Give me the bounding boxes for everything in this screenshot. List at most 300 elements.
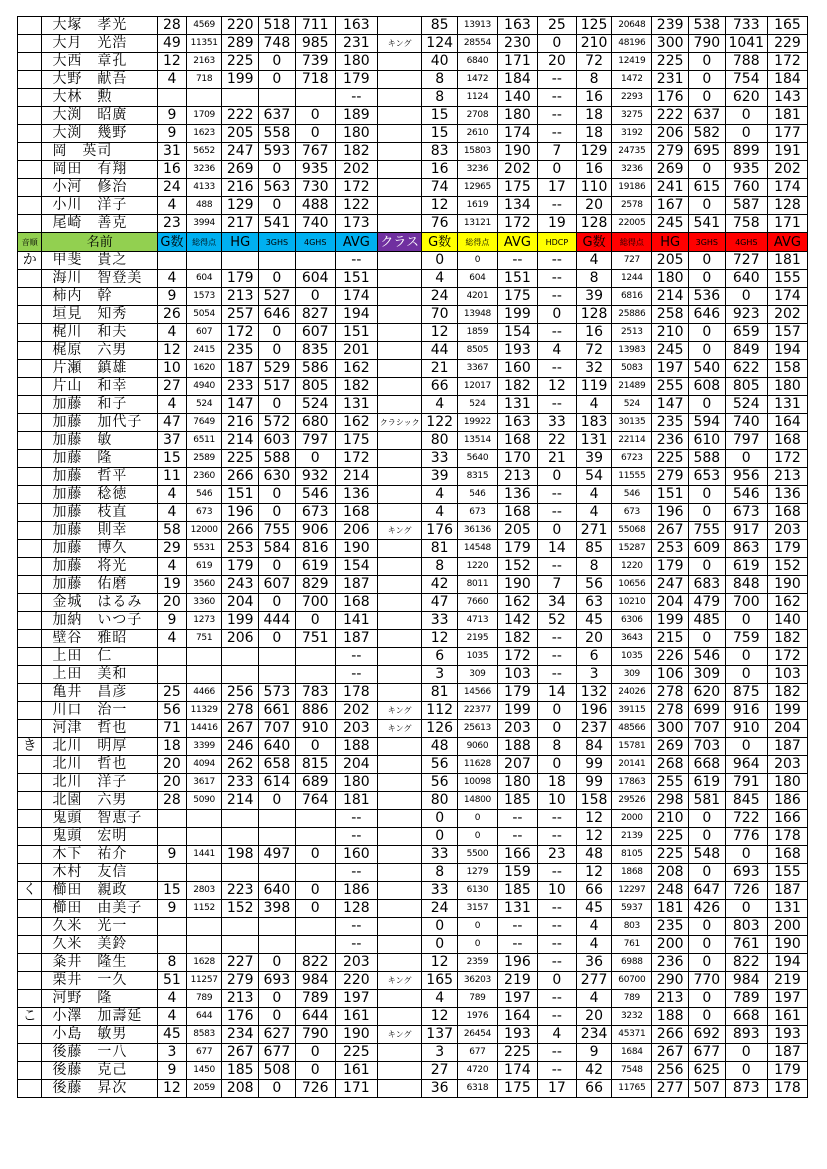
value-cell: 497 xyxy=(259,846,296,864)
initial-cell xyxy=(18,540,42,558)
value-cell: 66 xyxy=(576,1080,612,1098)
value-cell: 74 xyxy=(422,179,458,197)
value-cell: 398 xyxy=(259,900,296,918)
value-cell: 9 xyxy=(157,612,186,630)
table-row xyxy=(18,1008,808,1026)
value-cell: 610 xyxy=(689,432,726,450)
value-cell: 849 xyxy=(725,342,767,360)
value-cell: 12017 xyxy=(457,378,497,396)
value-cell: 231 xyxy=(652,71,689,89)
value-cell: 527 xyxy=(259,288,296,306)
value-cell: 9 xyxy=(157,846,186,864)
value-cell xyxy=(157,666,186,684)
value-cell: 7 xyxy=(537,143,576,161)
value-cell: 25 xyxy=(157,684,186,702)
value-cell: 546 xyxy=(457,486,497,504)
value-cell: 1124 xyxy=(457,89,497,107)
value-cell: 4 xyxy=(576,504,612,522)
value-cell: 279 xyxy=(652,468,689,486)
value-cell: 12297 xyxy=(612,882,652,900)
initial-cell xyxy=(18,810,42,828)
value-cell: 48196 xyxy=(612,35,652,53)
value-cell: 196 xyxy=(222,504,259,522)
value-cell: 848 xyxy=(725,576,767,594)
value-cell: 174 xyxy=(767,288,807,306)
value-cell: 171 xyxy=(335,1080,377,1098)
value-cell: 188 xyxy=(335,738,377,756)
value-cell: 1441 xyxy=(186,846,222,864)
initial-cell xyxy=(18,360,42,378)
value-cell: 309 xyxy=(457,666,497,684)
value-cell xyxy=(377,864,421,882)
value-cell: 226 xyxy=(652,648,689,666)
value-cell: 245 xyxy=(652,342,689,360)
initial-cell xyxy=(18,504,42,522)
value-cell: 14566 xyxy=(457,684,497,702)
header-3ghs-3: 3GHS xyxy=(689,233,726,252)
value-cell: 3 xyxy=(157,1044,186,1062)
value-cell: 0 xyxy=(295,738,335,756)
value-cell: 196 xyxy=(497,954,537,972)
value-cell: 193 xyxy=(497,342,537,360)
value-cell: 0 xyxy=(537,756,576,774)
value-cell: 266 xyxy=(652,1026,689,1044)
value-cell xyxy=(377,1044,421,1062)
value-cell: 0 xyxy=(689,71,726,89)
table-row xyxy=(18,1026,808,1044)
value-cell: 20 xyxy=(576,197,612,215)
value-cell: 0 xyxy=(725,107,767,125)
value-cell: 10 xyxy=(157,360,186,378)
value-cell: 5937 xyxy=(612,900,652,918)
value-cell xyxy=(377,468,421,486)
value-cell: 19922 xyxy=(457,414,497,432)
value-cell: 137 xyxy=(422,1026,458,1044)
value-cell: 235 xyxy=(652,918,689,936)
value-cell: 770 xyxy=(689,972,726,990)
value-cell: 151 xyxy=(652,486,689,504)
value-cell: 168 xyxy=(497,504,537,522)
value-cell: 2195 xyxy=(457,630,497,648)
value-cell: 699 xyxy=(689,702,726,720)
value-cell: 182 xyxy=(335,378,377,396)
value-cell: 546 xyxy=(689,648,726,666)
value-cell: 4 xyxy=(576,990,612,1008)
value-cell xyxy=(186,828,222,846)
value-cell: 204 xyxy=(222,594,259,612)
value-cell: 0 xyxy=(295,288,335,306)
value-cell: 573 xyxy=(259,684,296,702)
value-cell: 162 xyxy=(767,594,807,612)
value-cell: 4 xyxy=(576,936,612,954)
value-cell: 640 xyxy=(259,882,296,900)
value-cell: 0 xyxy=(259,990,296,1008)
value-cell: 739 xyxy=(295,53,335,71)
value-cell: 180 xyxy=(767,774,807,792)
value-cell: 190 xyxy=(767,936,807,954)
value-cell: 11555 xyxy=(612,468,652,486)
value-cell: 225 xyxy=(335,1044,377,1062)
value-cell: -- xyxy=(537,486,576,504)
value-cell: 15 xyxy=(422,125,458,143)
header-initial: 音順 xyxy=(18,233,42,252)
value-cell: 588 xyxy=(689,450,726,468)
value-cell: 20 xyxy=(157,756,186,774)
value-cell: 789 xyxy=(612,990,652,1008)
value-cell: 0 xyxy=(259,197,296,215)
value-cell: 155 xyxy=(767,270,807,288)
value-cell: 178 xyxy=(767,1080,807,1098)
value-cell: 247 xyxy=(222,143,259,161)
value-cell: 179 xyxy=(497,540,537,558)
value-cell: 4 xyxy=(576,918,612,936)
value-cell: 761 xyxy=(725,936,767,954)
value-cell: -- xyxy=(335,252,377,270)
value-cell: 278 xyxy=(222,702,259,720)
value-cell: 0 xyxy=(537,306,576,324)
header-hg-3: HG xyxy=(652,233,689,252)
value-cell xyxy=(259,252,296,270)
value-cell xyxy=(259,810,296,828)
value-cell: 538 xyxy=(689,17,726,35)
value-cell: 143 xyxy=(767,89,807,107)
value-cell: 0 xyxy=(457,936,497,954)
value-cell: -- xyxy=(537,648,576,666)
value-cell: 740 xyxy=(725,414,767,432)
value-cell: 51 xyxy=(157,972,186,990)
value-cell: 607 xyxy=(186,324,222,342)
value-cell: 158 xyxy=(576,792,612,810)
table-row xyxy=(18,270,808,288)
name-cell: 尾崎 善克 xyxy=(42,215,158,233)
name-cell: 木村 友信 xyxy=(42,864,158,882)
value-cell: 783 xyxy=(295,684,335,702)
value-cell xyxy=(377,504,421,522)
name-cell: 梶原 六男 xyxy=(42,342,158,360)
value-cell: 984 xyxy=(295,972,335,990)
value-cell: 20141 xyxy=(612,756,652,774)
value-cell: 677 xyxy=(186,1044,222,1062)
value-cell: 1279 xyxy=(457,864,497,882)
value-cell: 12 xyxy=(576,810,612,828)
value-cell: 0 xyxy=(689,504,726,522)
value-cell: 1976 xyxy=(457,1008,497,1026)
initial-cell xyxy=(18,864,42,882)
initial-cell xyxy=(18,990,42,1008)
value-cell: 0 xyxy=(422,810,458,828)
value-cell: 620 xyxy=(725,89,767,107)
value-cell: 488 xyxy=(295,197,335,215)
value-cell: 171 xyxy=(497,53,537,71)
value-cell: 540 xyxy=(689,360,726,378)
value-cell: 13514 xyxy=(457,432,497,450)
value-cell: 910 xyxy=(295,720,335,738)
value-cell: 20648 xyxy=(612,17,652,35)
value-cell: 181 xyxy=(767,252,807,270)
initial-cell xyxy=(18,576,42,594)
table-row xyxy=(18,396,808,414)
name-cell: 粂井 隆生 xyxy=(42,954,158,972)
value-cell: 141 xyxy=(335,612,377,630)
value-cell: 183 xyxy=(576,414,612,432)
value-cell: 56 xyxy=(157,702,186,720)
value-cell: 789 xyxy=(725,990,767,1008)
value-cell: 935 xyxy=(725,161,767,179)
value-cell: 180 xyxy=(652,270,689,288)
table-row xyxy=(18,828,808,846)
header-hdcp: HDCP xyxy=(537,233,576,252)
value-cell: 28554 xyxy=(457,35,497,53)
value-cell: 48 xyxy=(422,738,458,756)
value-cell: 20 xyxy=(537,53,576,71)
name-cell: 川口 治一 xyxy=(42,702,158,720)
value-cell xyxy=(377,882,421,900)
name-cell: 北川 明厚 xyxy=(42,738,158,756)
value-cell: 11628 xyxy=(457,756,497,774)
table-row xyxy=(18,143,808,161)
value-cell: 0 xyxy=(537,468,576,486)
value-cell: 2708 xyxy=(457,107,497,125)
value-cell: 290 xyxy=(652,972,689,990)
value-cell: 230 xyxy=(497,35,537,53)
initial-cell xyxy=(18,450,42,468)
value-cell: 1859 xyxy=(457,324,497,342)
value-cell: 269 xyxy=(652,738,689,756)
value-cell xyxy=(377,810,421,828)
value-cell: 8505 xyxy=(457,342,497,360)
value-cell: 36203 xyxy=(457,972,497,990)
initial-cell: く xyxy=(18,882,42,900)
value-cell xyxy=(222,666,259,684)
value-cell xyxy=(295,648,335,666)
value-cell: 604 xyxy=(295,270,335,288)
name-cell: 小河 修治 xyxy=(42,179,158,197)
value-cell: 5090 xyxy=(186,792,222,810)
value-cell: 10656 xyxy=(612,576,652,594)
value-cell: 33 xyxy=(422,846,458,864)
value-cell: 128 xyxy=(767,197,807,215)
header-games-2: G数 xyxy=(422,233,458,252)
value-cell: 158 xyxy=(767,360,807,378)
value-cell: 693 xyxy=(725,864,767,882)
value-cell: 790 xyxy=(295,1026,335,1044)
value-cell: 760 xyxy=(725,179,767,197)
table-row xyxy=(18,594,808,612)
value-cell: 12419 xyxy=(612,53,652,71)
value-cell: 179 xyxy=(222,558,259,576)
value-cell: 172 xyxy=(767,450,807,468)
value-cell xyxy=(259,828,296,846)
value-cell: 136 xyxy=(497,486,537,504)
value-cell: 223 xyxy=(222,882,259,900)
value-cell xyxy=(186,810,222,828)
value-cell: 689 xyxy=(295,774,335,792)
value-cell: 479 xyxy=(689,594,726,612)
value-cell: 131 xyxy=(497,900,537,918)
value-cell: 172 xyxy=(767,53,807,71)
name-cell: 加藤 敏 xyxy=(42,432,158,450)
value-cell: 188 xyxy=(652,1008,689,1026)
value-cell: 3 xyxy=(422,666,458,684)
value-cell: 99 xyxy=(576,756,612,774)
value-cell: 4 xyxy=(157,1008,186,1026)
value-cell: -- xyxy=(537,107,576,125)
value-cell: 194 xyxy=(767,342,807,360)
table-row xyxy=(18,612,808,630)
value-cell: 220 xyxy=(335,972,377,990)
value-cell: -- xyxy=(537,990,576,1008)
value-cell: キング xyxy=(377,522,421,540)
value-cell: 23 xyxy=(157,215,186,233)
value-cell: 277 xyxy=(652,1080,689,1098)
table-row xyxy=(18,360,808,378)
value-cell: 593 xyxy=(259,143,296,161)
value-cell: 726 xyxy=(725,882,767,900)
header-avg-3: AVG xyxy=(767,233,807,252)
value-cell: -- xyxy=(537,360,576,378)
value-cell xyxy=(377,1080,421,1098)
value-cell: 16 xyxy=(576,161,612,179)
value-cell xyxy=(377,1062,421,1080)
value-cell: 45371 xyxy=(612,1026,652,1044)
value-cell: 1709 xyxy=(186,107,222,125)
value-cell: 179 xyxy=(335,71,377,89)
value-cell: 256 xyxy=(222,684,259,702)
value-cell: 27 xyxy=(157,378,186,396)
value-cell xyxy=(377,738,421,756)
table-row xyxy=(18,215,808,233)
value-cell: 707 xyxy=(259,720,296,738)
value-cell xyxy=(377,396,421,414)
value-cell: 582 xyxy=(689,125,726,143)
value-cell: 309 xyxy=(689,666,726,684)
value-cell: 267 xyxy=(222,1044,259,1062)
value-cell xyxy=(222,828,259,846)
value-cell: 203 xyxy=(497,720,537,738)
value-cell: 194 xyxy=(335,306,377,324)
value-cell: 187 xyxy=(767,882,807,900)
value-cell: 604 xyxy=(186,270,222,288)
value-cell: 4201 xyxy=(457,288,497,306)
value-cell: 30135 xyxy=(612,414,652,432)
value-cell: 198 xyxy=(222,846,259,864)
value-cell: 0 xyxy=(689,342,726,360)
score-sheet xyxy=(17,16,808,1098)
header-hg-1: HG xyxy=(222,233,259,252)
table-row xyxy=(18,1080,808,1098)
value-cell xyxy=(377,990,421,1008)
value-cell: 180 xyxy=(335,125,377,143)
value-cell: 8583 xyxy=(186,1026,222,1044)
initial-cell: か xyxy=(18,252,42,270)
table-row xyxy=(18,1062,808,1080)
value-cell xyxy=(295,666,335,684)
value-cell: -- xyxy=(335,666,377,684)
value-cell: 168 xyxy=(335,594,377,612)
value-cell: 15803 xyxy=(457,143,497,161)
value-cell: 4466 xyxy=(186,684,222,702)
value-cell: 646 xyxy=(689,306,726,324)
value-cell: 27 xyxy=(422,1062,458,1080)
value-cell: 3994 xyxy=(186,215,222,233)
value-cell xyxy=(377,306,421,324)
table-row xyxy=(18,702,808,720)
value-cell: 524 xyxy=(725,396,767,414)
value-cell: 279 xyxy=(652,143,689,161)
initial-cell xyxy=(18,35,42,53)
name-cell: 櫛田 由美子 xyxy=(42,900,158,918)
value-cell: 581 xyxy=(689,792,726,810)
value-cell: 6840 xyxy=(457,53,497,71)
value-cell: 234 xyxy=(576,1026,612,1044)
value-cell: 727 xyxy=(612,252,652,270)
value-cell: 14548 xyxy=(457,540,497,558)
value-cell: 3157 xyxy=(457,900,497,918)
name-cell: 梶川 和夫 xyxy=(42,324,158,342)
table-row xyxy=(18,990,808,1008)
value-cell xyxy=(222,252,259,270)
initial-cell xyxy=(18,756,42,774)
name-cell: 北川 哲也 xyxy=(42,756,158,774)
value-cell: 174 xyxy=(335,288,377,306)
value-cell: 6130 xyxy=(457,882,497,900)
value-cell: 755 xyxy=(689,522,726,540)
value-cell: 640 xyxy=(725,270,767,288)
table-body-bottom xyxy=(18,252,808,1098)
value-cell: 36136 xyxy=(457,522,497,540)
value-cell: 172 xyxy=(335,179,377,197)
table-row xyxy=(18,432,808,450)
value-cell: 8315 xyxy=(457,468,497,486)
value-cell: 0 xyxy=(295,450,335,468)
value-cell: 803 xyxy=(612,918,652,936)
value-cell xyxy=(259,918,296,936)
value-cell: 31 xyxy=(157,143,186,161)
value-cell: 0 xyxy=(422,828,458,846)
value-cell: 2578 xyxy=(612,197,652,215)
value-cell: 174 xyxy=(497,1062,537,1080)
header-class: クラス xyxy=(377,233,421,252)
value-cell: 761 xyxy=(612,936,652,954)
initial-cell xyxy=(18,53,42,71)
header-avg-2: AVG xyxy=(497,233,537,252)
value-cell: 1220 xyxy=(457,558,497,576)
value-cell xyxy=(157,648,186,666)
table-row xyxy=(18,324,808,342)
initial-cell xyxy=(18,396,42,414)
value-cell: 179 xyxy=(767,540,807,558)
value-cell xyxy=(157,864,186,882)
table-row xyxy=(18,558,808,576)
value-cell: 55068 xyxy=(612,522,652,540)
value-cell xyxy=(222,936,259,954)
table-row xyxy=(18,882,808,900)
name-cell: 大月 光浩 xyxy=(42,35,158,53)
value-cell: 0 xyxy=(689,1008,726,1026)
value-cell: 677 xyxy=(689,1044,726,1062)
initial-cell xyxy=(18,846,42,864)
value-cell: 182 xyxy=(497,630,537,648)
value-cell: 0 xyxy=(295,125,335,143)
value-cell: 0 xyxy=(689,252,726,270)
value-cell: 222 xyxy=(652,107,689,125)
initial-cell xyxy=(18,522,42,540)
value-cell: 563 xyxy=(259,179,296,197)
value-cell: 14416 xyxy=(186,720,222,738)
value-cell: 24 xyxy=(422,900,458,918)
value-cell: 174 xyxy=(497,125,537,143)
table-row xyxy=(18,288,808,306)
